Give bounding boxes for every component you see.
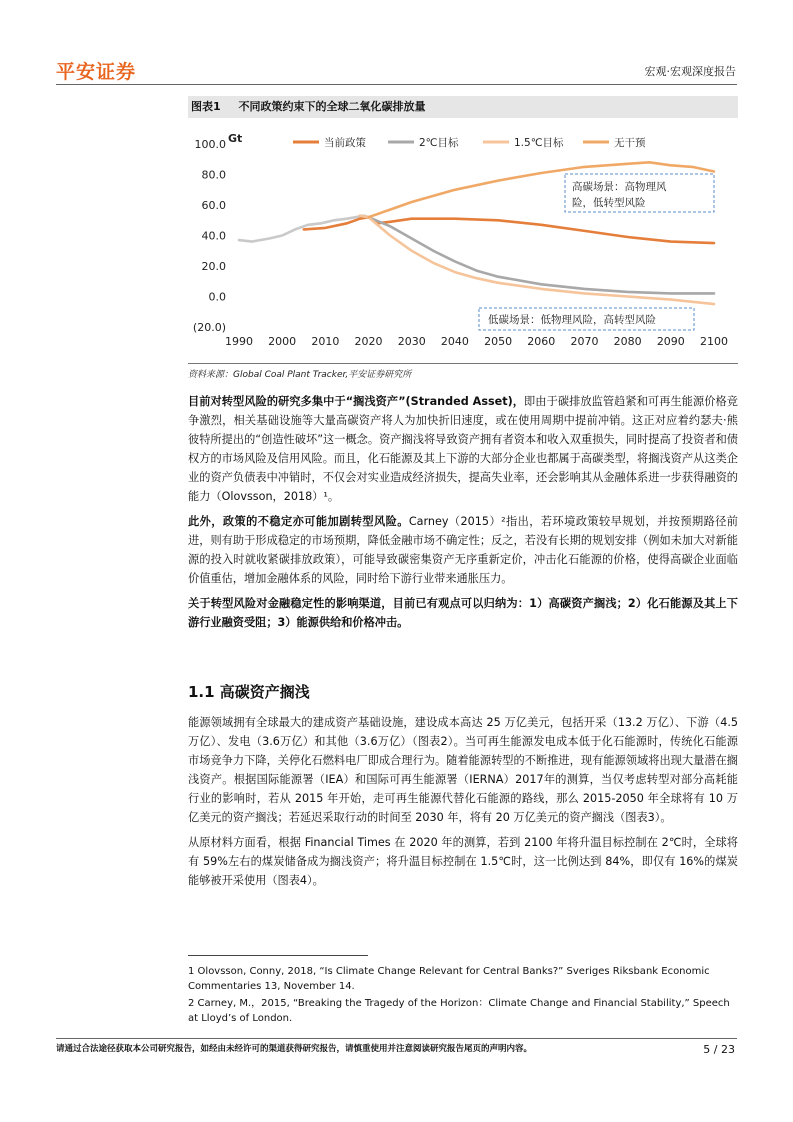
body-text-top xyxy=(188,392,738,638)
y-tick-label: 40.0 xyxy=(201,229,226,243)
header-divider xyxy=(56,84,737,85)
paragraph-policy-instability xyxy=(188,512,738,588)
x-tick-label: 2040 xyxy=(440,335,469,348)
footnote-2: 2 Carney, M.，2015, “Breaking the Tragedy of the Horizon：Climate Change and Financial Stability,” Speech at Lloyd’s of London. xyxy=(188,998,730,1024)
x-tick-label: 2100 xyxy=(700,335,728,348)
paragraph-lead: 目前对转型风险的研究多集中于“搁浅资产”(Stranded Asset)， xyxy=(188,395,525,408)
annotation-low-text: 低碳场景：低物理风险，高转型风险 xyxy=(488,314,656,326)
figure-title: 不同政策约束下的全球二氧化碳排放量 xyxy=(238,100,426,113)
figure-source: 资料来源：Global Coal Plant Tracker,平安证券研究所 xyxy=(188,370,412,380)
annotation-high-line1: 高碳场景：高物理风 xyxy=(572,181,667,193)
footer-divider xyxy=(56,1038,737,1039)
paragraph-body: 即由于碳排放监管趋紧和可再生能源价格竞争激烈，相关基础设施等大量高碳资产将人为加快折旧速度，或在使用周期中提前冲销。这正对应着约瑟夫·熊彼特所提出的“创造性破坏”这一概念。资产搁浅将导致资产拥有者资本和收入双重损失，同时提高了投资者和债权方的市场风险及信用风险。而且，化石能源及其上下游的大部分企业也都属于高碳类型，将搁浅资产从这类企业的资产负债表中冲销时，不仅会对实业造成经济损失，提高失业率，还会影响其从金融体系进一步获得融资的能力（Olovsson，2018）¹。 xyxy=(188,395,738,503)
y-tick-label: 80.0 xyxy=(201,168,226,182)
source-divider xyxy=(188,363,738,364)
y-tick-label: 20.0 xyxy=(201,260,226,273)
footnote-divider xyxy=(188,955,368,956)
page-number: 5 / 23 xyxy=(703,1043,735,1056)
legend-label: 无干预 xyxy=(614,137,646,149)
paragraph-lead: 此外，政策的不稳定亦可能加剧转型风险。 xyxy=(188,515,409,528)
y-tick-label: (20.0) xyxy=(192,321,226,334)
brand-logo: 平安证券 xyxy=(56,61,137,83)
footnotes xyxy=(188,964,738,1028)
x-tick-label: 1990 xyxy=(225,335,253,348)
series-line xyxy=(360,216,714,304)
y-tick-label: 0.0 xyxy=(208,290,226,304)
annotation-high-line2: 险，低转型风险 xyxy=(572,197,646,209)
legend-label: 2℃目标 xyxy=(419,137,459,149)
legend-label: 当前政策 xyxy=(324,137,366,149)
legend-label: 1.5℃目标 xyxy=(514,137,564,149)
paragraph-lead: 关于转型风险对金融稳定性的影响渠道，目前已有观点可以归纳为：1）高碳资产搁浅；2）化石能源及其上下游行业融资受阻；3）能源供给和价格冲击。 xyxy=(188,597,738,629)
figure-number: 图表1 xyxy=(191,100,221,113)
y-axis-unit: Gt xyxy=(228,132,243,145)
series-line xyxy=(360,216,714,294)
series-line xyxy=(304,217,714,243)
paragraph-energy-assets: 能源领域拥有全球最大的建成资产基础设施，建设成本高达 25 万亿美元，包括开采（13.2 万亿）、下游（4.5万亿）、发电（3.6万亿）和其他（3.6万亿）（图表2）。当可再生能源发电成本低于化石能源时，传统化石能源市场竞争力下降，关停化石燃料电厂即成合理行为。随着能源转型的不断推进，现有能源领域将出现大量潜在搁浅资产。根据国际能源署（IEA）和国际可再生能源署（IERNA）2017年的测算，当仅考虑转型对部分高耗能行业的影响时，若从 2015 年开始，走可再生能源代替化石能源的路线，那么 2015-2050 年全球将有 10 万亿美元的资产搁浅；若延迟采取行动的时间至 2030 年，将有 20 万亿美元的资产搁浅（图表3）。 xyxy=(188,716,738,824)
x-tick-label: 2080 xyxy=(613,335,642,348)
chart-legend xyxy=(293,136,646,149)
x-tick-label: 2050 xyxy=(484,335,513,348)
paragraph-channels xyxy=(188,594,738,632)
footer-disclaimer: 请通过合法途径获取本公司研究报告，如经由未经许可的渠道获得研究报告，请慎重使用并注意阅读研究报告尾页的声明内容。 xyxy=(56,1044,533,1054)
x-tick-label: 2010 xyxy=(311,335,340,348)
y-tick-label: 100.0 xyxy=(194,138,226,151)
x-tick-label: 2000 xyxy=(268,335,297,348)
y-tick-label: 60.0 xyxy=(201,199,226,212)
section-heading: 1.1 高碳资产搁浅 xyxy=(188,683,310,701)
paragraph-coal-reserves: 从原材料方面看，根据 Financial Times 在 2020 年的测算，若到 2100 年将升温目标控制在 2℃时，全球将有 59%左右的煤炭储备成为搁浅资产；将升温目标控制在 1.5℃时，这一比例达到 84%，即仅有 16%的煤炭能够被开采使用（图表4）。 xyxy=(188,836,738,887)
paragraph-body: Carney（2015）²指出，若环境政策较早规划，并按预期路径前进，则有助于形成稳定的市场预期，降低金融市场不确定性；反之，若没有长期的规划安排（例如未加大对新能源的投入时就收紧碳排放政策），可能导致碳密集资产无序重新定价，冲击化石能源的价格，使得高碳企业面临价值重估，增加金融体系的风险，同时给下游行业带来通胀压力。 xyxy=(188,515,738,585)
x-tick-label: 2030 xyxy=(397,335,426,348)
body-text-bottom xyxy=(188,713,738,896)
report-category: 宏观·宏观深度报告 xyxy=(644,65,736,78)
emissions-line-chart xyxy=(188,125,738,363)
x-tick-label: 2090 xyxy=(656,335,685,348)
paragraph-stranded-assets xyxy=(188,392,738,506)
figure-title-bar xyxy=(188,96,738,118)
x-tick-label: 2070 xyxy=(570,335,599,348)
footnote-1: 1 Olovsson, Conny, 2018, “Is Climate Change Relevant for Central Banks?” Sveriges Riksbank Economic Commentaries 13, November 14. xyxy=(188,966,710,992)
x-tick-label: 2020 xyxy=(354,335,383,348)
x-tick-label: 2060 xyxy=(527,335,556,348)
